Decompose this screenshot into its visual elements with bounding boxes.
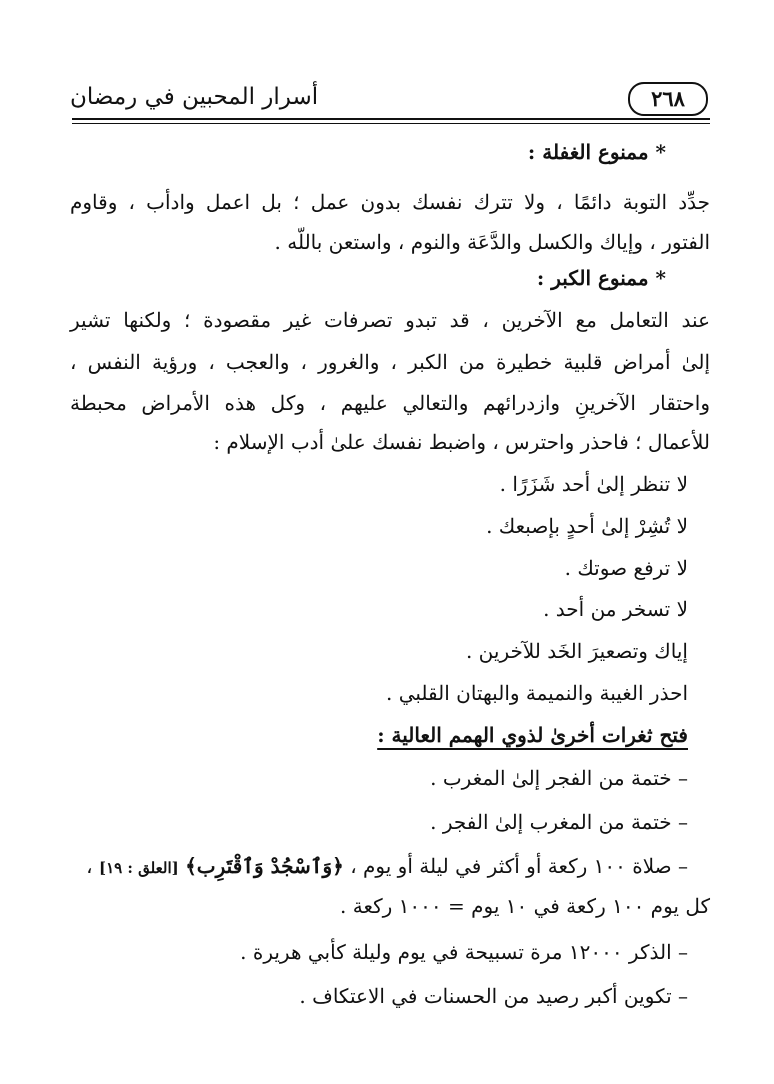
- rule-item: احذر الغيبة والنميمة والبهتان القلبي .: [385, 681, 688, 705]
- rule-item: لا تُشِرْ إلىٰ أحدٍ بإصبعك .: [486, 514, 688, 538]
- paragraph-line: جدِّد التوبة دائمًا ، ولا تترك نفسك بدون عمل ؛ بل اعمل وادأب ، وقاوم: [70, 190, 710, 214]
- list-item-continuation: كل يوم ١٠٠ ركعة في ١٠ يوم = ١٠٠٠ ركعة .: [340, 894, 710, 918]
- paragraph-line: عند التعامل مع الآخرين ، قد تبدو تصرفات غير مقصودة ؛ ولكنها تشير: [70, 308, 710, 332]
- prayer-text: – صلاة ١٠٠ ركعة أو أكثر في ليلة أو يوم ،: [350, 854, 688, 878]
- paragraph-line: الفتور ، وإياك والكسل والدَّعَة والنوم ، واستعن باللّه .: [274, 230, 710, 254]
- page-header: [70, 76, 708, 120]
- rule-item: لا تسخر من أحد .: [543, 597, 688, 621]
- quran-verse: ﴿وَٱسْجُدْ وَٱقْتَرِب﴾: [185, 854, 344, 878]
- list-item: – الذكر ١٢٠٠٠ مرة تسبيحة في يوم وليلة كأبي هريرة .: [240, 940, 688, 964]
- paragraph-line: إلىٰ أمراض قلبية خطيرة من الكبر ، والغرور ، والعجب ، ورؤية النفس ،: [70, 350, 710, 374]
- list-item-prayer: [86, 849, 688, 885]
- verse-reference: [العلق : ١٩]: [98, 859, 179, 877]
- book-title: أسرار المحبين في رمضان: [70, 84, 319, 110]
- list-item: – تكوين أكبر رصيد من الحسنات في الاعتكاف .: [299, 984, 688, 1008]
- heading-other-opportunities: فتح ثغرات أخرىٰ لذوي الهمم العالية :: [377, 723, 688, 747]
- paragraph-line: للأعمال ؛ فاحذر واحترس ، واضبط نفسك علىٰ أدب الإسلام :: [213, 430, 710, 454]
- heading-arrogance: * ممنوع الكبر :: [536, 266, 666, 290]
- header-rule-thin: [72, 123, 710, 124]
- list-item: – ختمة من الفجر إلىٰ المغرب .: [430, 766, 688, 790]
- list-item: – ختمة من المغرب إلىٰ الفجر .: [430, 810, 688, 834]
- prayer-end: ،: [86, 854, 93, 878]
- rule-item: لا تنظر إلىٰ أحد شَزَرًا .: [499, 472, 688, 496]
- page-number: ٢٦٨: [628, 82, 708, 116]
- rule-item: إياك وتصعيرَ الخَد للآخرين .: [465, 639, 688, 663]
- rule-item: لا ترفع صوتك .: [564, 556, 688, 580]
- heading-heedlessness: * ممنوع الغفلة :: [527, 140, 666, 164]
- header-rule-thick: [72, 118, 710, 120]
- paragraph-line: واحتقار الآخرينِ وازدرائهم والتعالي عليهم ، وكل هذه الأمراض محبطة: [70, 391, 710, 415]
